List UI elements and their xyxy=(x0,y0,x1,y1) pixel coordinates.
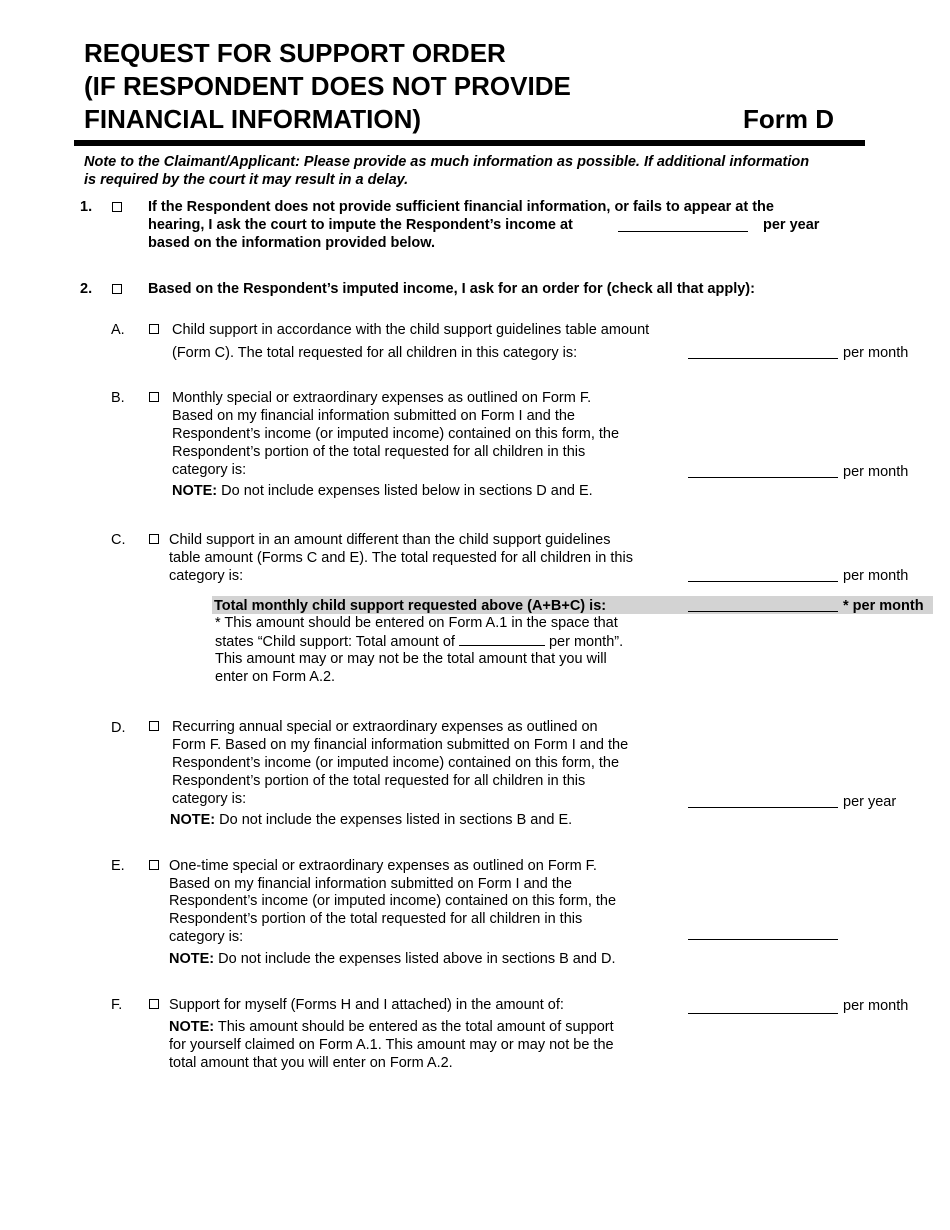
section-c-checkbox[interactable] xyxy=(149,534,159,544)
section-b-letter: B. xyxy=(111,390,125,406)
section-e-line3: Respondent’s income (or imputed income) contained on this form, the xyxy=(169,893,617,909)
section-b-note-text: Do not include expenses listed below in sections D and E. xyxy=(217,483,593,499)
section-c-amount-field[interactable] xyxy=(688,581,838,582)
section-e-checkbox[interactable] xyxy=(149,860,159,870)
section-d-note xyxy=(170,811,572,829)
note-line1: Note to the Claimant/Applicant: Please provide as much information as possible. If additional information xyxy=(84,154,810,170)
section-e-note-label: NOTE: xyxy=(169,951,215,967)
item1-number: 1. xyxy=(80,199,93,215)
section-e-note-text: Do not include the expenses listed above in sections B and D. xyxy=(214,951,616,967)
section-f-letter: F. xyxy=(111,997,123,1013)
section-c-line2: table amount (Forms C and E). The total requested for all children in this xyxy=(169,550,633,566)
section-d-letter: D. xyxy=(111,720,126,736)
section-b-line2: Based on my financial information submitted on Form I and the xyxy=(172,408,575,424)
section-f-unit: per month xyxy=(843,998,909,1014)
item2-number: 2. xyxy=(80,281,93,297)
section-d-note-label: NOTE: xyxy=(170,812,216,828)
total-inline-blank xyxy=(459,632,545,646)
section-f-line1: Support for myself (Forms H and I attached) in the amount of: xyxy=(169,997,564,1013)
item2-text: Based on the Respondent’s imputed income, I ask for an order for (check all that apply): xyxy=(148,281,755,297)
imputed-income-field[interactable] xyxy=(618,231,748,232)
total-label: Total monthly child support requested above (A+B+C) is: xyxy=(214,598,607,614)
section-f-line3: total amount that you will enter on Form A.2. xyxy=(169,1055,453,1071)
section-c-line3: category is: xyxy=(169,568,244,584)
section-e-line2: Based on my financial information submitted on Form I and the xyxy=(169,876,572,892)
section-a-letter: A. xyxy=(111,322,125,338)
form-label: Form D xyxy=(743,104,834,134)
section-f-line2: for yourself claimed on Form A.1. This amount may or may not be the xyxy=(169,1037,614,1053)
section-f-note xyxy=(169,1018,614,1036)
total-note-line2a: states “Child support: Total amount of xyxy=(215,634,455,650)
section-a-line2: (Form C). The total requested for all children in this category is: xyxy=(172,345,578,361)
section-a-line1: Child support in accordance with the child support guidelines table amount xyxy=(172,322,650,338)
section-d-unit: per year xyxy=(843,794,897,810)
form-title-line3: FINANCIAL INFORMATION) xyxy=(84,104,421,134)
section-b-line5: category is: xyxy=(172,462,247,478)
section-e-line5: category is: xyxy=(169,929,244,945)
section-d-note-text: Do not include the expenses listed in sections B and E. xyxy=(215,812,573,828)
header-rule xyxy=(74,140,865,146)
section-b-note-label: NOTE: xyxy=(172,483,218,499)
total-note-line3: This amount may or may not be the total amount that you will xyxy=(215,651,607,667)
total-amount-field[interactable] xyxy=(688,611,838,612)
total-note-line1: * This amount should be entered on Form A.1 in the space that xyxy=(215,615,618,631)
total-note-line2 xyxy=(215,632,623,651)
section-d-line5: category is: xyxy=(172,791,247,807)
section-b-line1: Monthly special or extraordinary expenses as outlined on Form F. xyxy=(172,390,592,406)
item1-line1: If the Respondent does not provide sufficient financial information, or fails to appear at the xyxy=(148,199,774,215)
section-e-letter: E. xyxy=(111,858,125,874)
form-title-line1: REQUEST FOR SUPPORT ORDER xyxy=(84,38,506,68)
section-a-unit: per month xyxy=(843,345,909,361)
section-b-line4: Respondent’s portion of the total requested for all children in this xyxy=(172,444,586,460)
section-d-line2: Form F. Based on my financial information submitted on Form I and the xyxy=(172,737,629,753)
section-f-amount-field[interactable] xyxy=(688,1013,838,1014)
section-b-unit: per month xyxy=(843,464,909,480)
item2-checkbox[interactable] xyxy=(112,284,122,294)
section-e-note xyxy=(169,950,616,968)
section-d-checkbox[interactable] xyxy=(149,721,159,731)
form-title-line2: (IF RESPONDENT DOES NOT PROVIDE xyxy=(84,71,571,101)
section-d-amount-field[interactable] xyxy=(688,807,838,808)
section-a-amount-field[interactable] xyxy=(688,358,838,359)
section-d-line3: Respondent’s income (or imputed income) contained on this form, the xyxy=(172,755,620,771)
section-f-note-label: NOTE: xyxy=(169,1019,215,1035)
section-b-checkbox[interactable] xyxy=(149,392,159,402)
section-c-letter: C. xyxy=(111,532,126,548)
total-unit: * per month xyxy=(843,598,924,614)
section-b-amount-field[interactable] xyxy=(688,477,838,478)
section-e-amount-field[interactable] xyxy=(688,939,838,940)
item1-line2: hearing, I ask the court to impute the Respondent’s income at xyxy=(148,217,573,233)
total-note-line2b: per month”. xyxy=(548,634,624,650)
note-line2: is required by the court it may result in a delay. xyxy=(84,172,409,188)
section-f-checkbox[interactable] xyxy=(149,999,159,1009)
item1-unit: per year xyxy=(763,217,820,233)
section-e-line1: One-time special or extraordinary expenses as outlined on Form F. xyxy=(169,858,597,874)
section-e-line4: Respondent’s portion of the total requested for all children in this xyxy=(169,911,583,927)
section-d-line1: Recurring annual special or extraordinary expenses as outlined on xyxy=(172,719,598,735)
item1-line3: based on the information provided below. xyxy=(148,235,436,251)
section-c-unit: per month xyxy=(843,568,909,584)
section-b-line3: Respondent’s income (or imputed income) contained on this form, the xyxy=(172,426,620,442)
section-b-note xyxy=(172,482,593,500)
section-a-checkbox[interactable] xyxy=(149,324,159,334)
section-c-line1: Child support in an amount different than the child support guidelines xyxy=(169,532,611,548)
section-d-line4: Respondent’s portion of the total requested for all children in this xyxy=(172,773,586,789)
item1-checkbox[interactable] xyxy=(112,202,122,212)
section-f-note-text: This amount should be entered as the total amount of support xyxy=(214,1019,614,1035)
total-note-line4: enter on Form A.2. xyxy=(215,669,336,685)
